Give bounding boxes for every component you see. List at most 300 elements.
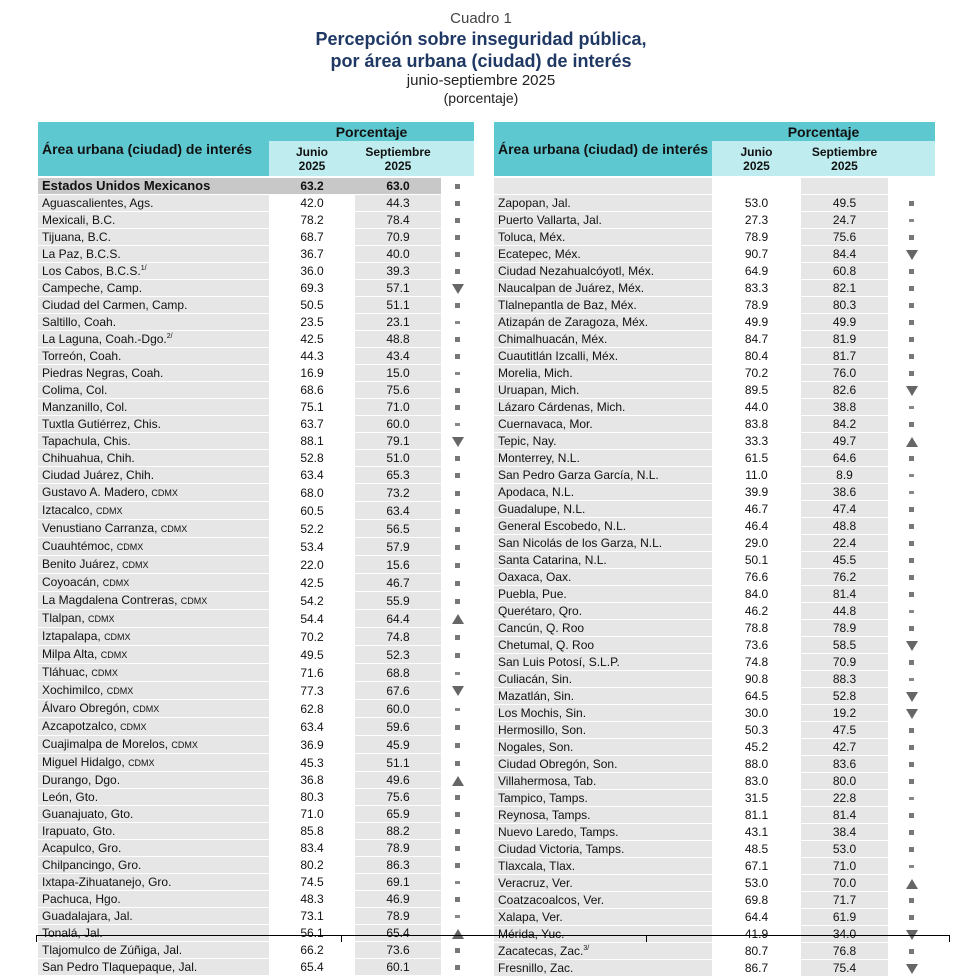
june-value: 52.8 — [269, 450, 355, 467]
percentage-header: Porcentaje — [269, 122, 474, 141]
june-value: 36.8 — [269, 772, 355, 789]
table-row — [494, 535, 935, 552]
no-change-square-icon — [909, 507, 914, 512]
june-value: 53.0 — [712, 875, 801, 892]
september-value: 58.5 — [801, 637, 888, 654]
table-row — [38, 433, 474, 450]
area-name: Tampico, Tamps. — [498, 791, 588, 805]
area-column-header: Área urbana (ciudad) de interés — [38, 122, 269, 176]
area-name-cell — [38, 195, 269, 212]
june-value: 36.0 — [269, 263, 355, 280]
table-row — [494, 892, 935, 909]
september-value: 38.6 — [801, 484, 888, 501]
no-change-square-icon — [455, 269, 460, 274]
september-value: 75.4 — [801, 960, 888, 977]
area-name-cell — [38, 538, 269, 556]
area-name: Mazatlán, Sin. — [498, 689, 575, 703]
area-name: Xochimilco, — [42, 683, 104, 697]
cdmx-tag: CDMX — [122, 560, 149, 570]
june-value: 46.4 — [712, 518, 801, 535]
area-name-cell — [494, 705, 712, 722]
no-change-dash-icon — [909, 491, 914, 494]
area-name: San Nicolás de los Garza, N.L. — [498, 536, 663, 550]
trend-cell — [888, 807, 935, 824]
area-name-cell — [494, 756, 712, 773]
june-value: 42.0 — [269, 195, 355, 212]
june-value: 68.0 — [269, 484, 355, 502]
september-value: 46.9 — [355, 891, 441, 908]
september-value: 79.1 — [355, 433, 441, 450]
trend-cell — [441, 682, 474, 700]
june-value: 62.8 — [269, 700, 355, 718]
trend-cell — [441, 212, 474, 229]
area-name-cell — [494, 314, 712, 331]
september-column-header: Septiembre 2025 — [355, 141, 441, 176]
area-name: Álvaro Obregón, — [42, 701, 130, 715]
trend-cell — [441, 195, 474, 212]
september-value: 43.4 — [355, 348, 441, 365]
increase-triangle-icon — [452, 776, 464, 786]
no-change-dash-icon — [909, 678, 914, 681]
table-row — [494, 501, 935, 518]
trend-cell — [888, 484, 935, 501]
area-name-cell — [38, 382, 269, 399]
area-name: Toluca, Méx. — [498, 230, 566, 244]
area-name-cell — [494, 671, 712, 688]
september-value: 60.0 — [355, 416, 441, 433]
table-row — [38, 556, 474, 574]
june-value: 63.4 — [269, 718, 355, 736]
cdmx-tag: CDMX — [100, 650, 128, 660]
september-value: 65.9 — [355, 806, 441, 823]
area-name: Zapopan, Jal. — [498, 196, 571, 210]
area-name: Cuernavaca, Mor. — [498, 417, 593, 431]
september-value: 84.2 — [801, 416, 888, 433]
trend-cell — [888, 501, 935, 518]
september-value: 49.5 — [801, 195, 888, 212]
no-change-square-icon — [455, 563, 460, 568]
trend-cell — [441, 331, 474, 348]
table-row — [38, 416, 474, 433]
trend-cell — [888, 263, 935, 280]
area-name-cell — [494, 399, 712, 416]
june-value: 80.4 — [712, 348, 801, 365]
area-name-cell — [38, 959, 269, 976]
june-value: 50.1 — [712, 552, 801, 569]
september-value: 82.6 — [801, 382, 888, 399]
trend-cell — [441, 610, 474, 628]
no-change-square-icon — [455, 743, 460, 748]
trend-cell — [888, 824, 935, 841]
area-name: Coyoacán, — [42, 575, 100, 589]
area-name-cell — [38, 891, 269, 908]
september-value: 44.8 — [801, 603, 888, 620]
june-value: 80.3 — [269, 789, 355, 806]
trend-cell — [888, 365, 935, 382]
september-value: 15.0 — [355, 365, 441, 382]
area-name: Villahermosa, Tab. — [498, 774, 597, 788]
june-value: 69.8 — [712, 892, 801, 909]
table-row — [38, 700, 474, 718]
september-value: 73.6 — [355, 942, 441, 959]
table-row — [38, 280, 474, 297]
trend-cell — [441, 348, 474, 365]
september-value: 71.0 — [801, 858, 888, 875]
september-value: 63.0 — [355, 178, 441, 195]
june-value: 63.4 — [269, 467, 355, 484]
september-value: 49.9 — [801, 314, 888, 331]
table-row — [494, 484, 935, 501]
june-value: 89.5 — [712, 382, 801, 399]
decrease-triangle-icon — [906, 709, 918, 719]
june-value: 78.9 — [712, 297, 801, 314]
june-value: 49.9 — [712, 314, 801, 331]
trend-cell — [888, 586, 935, 603]
area-name: Tonalá, Jal. — [42, 926, 103, 940]
table-row — [494, 739, 935, 756]
area-name-cell — [494, 450, 712, 467]
area-name: Chimalhuacán, Méx. — [498, 332, 608, 346]
september-value: 78.9 — [355, 908, 441, 925]
area-name: Tuxtla Gutiérrez, Chis. — [42, 417, 161, 431]
june-value: 52.2 — [269, 520, 355, 538]
trend-cell — [888, 875, 935, 892]
area-name: Guadalajara, Jal. — [42, 909, 133, 923]
table-row — [494, 314, 935, 331]
september-value: 75.6 — [801, 229, 888, 246]
table-row — [38, 538, 474, 556]
june-value: 83.4 — [269, 840, 355, 857]
trend-cell — [441, 857, 474, 874]
table-row — [38, 520, 474, 538]
no-change-square-icon — [909, 524, 914, 529]
right-data-table — [494, 122, 935, 977]
september-value: 73.2 — [355, 484, 441, 502]
june-value: 74.5 — [269, 874, 355, 891]
june-value: 74.8 — [712, 654, 801, 671]
trend-cell — [888, 671, 935, 688]
trend-cell — [888, 229, 935, 246]
trend-cell — [888, 280, 935, 297]
september-value: 84.4 — [801, 246, 888, 263]
table-row — [38, 840, 474, 857]
september-value: 39.3 — [355, 263, 441, 280]
no-change-square-icon — [455, 527, 460, 532]
september-value: 56.5 — [355, 520, 441, 538]
trend-cell — [888, 790, 935, 807]
trend-cell — [441, 297, 474, 314]
area-name: Ciudad del Carmen, Camp. — [42, 298, 188, 312]
june-value: 49.5 — [269, 646, 355, 664]
june-value: 67.1 — [712, 858, 801, 875]
no-change-square-icon — [909, 898, 914, 903]
trend-cell — [441, 646, 474, 664]
no-change-square-icon — [909, 269, 914, 274]
area-name-cell — [38, 754, 269, 772]
area-name-cell — [38, 874, 269, 891]
june-value: 83.8 — [712, 416, 801, 433]
trend-cell — [888, 841, 935, 858]
september-value: 63.4 — [355, 502, 441, 520]
trend-cell — [441, 538, 474, 556]
june-value: 63.7 — [269, 416, 355, 433]
trend-cell — [441, 467, 474, 484]
september-value: 45.9 — [355, 736, 441, 754]
decrease-triangle-icon — [452, 284, 464, 294]
area-name-cell — [38, 772, 269, 789]
table-row — [494, 688, 935, 705]
area-name-cell — [494, 603, 712, 620]
trend-cell — [888, 688, 935, 705]
area-name-cell — [38, 280, 269, 297]
june-value: 73.1 — [269, 908, 355, 925]
june-value: 42.5 — [269, 574, 355, 592]
area-name: León, Gto. — [42, 790, 99, 804]
table-row — [494, 178, 935, 195]
september-value: 52.8 — [801, 688, 888, 705]
june-value: 50.5 — [269, 297, 355, 314]
area-name: La Laguna, Coah.-Dgo. — [42, 332, 167, 346]
table-row — [494, 280, 935, 297]
trend-cell — [888, 246, 935, 263]
no-change-square-icon — [455, 965, 460, 970]
table-row — [494, 348, 935, 365]
table-row — [494, 637, 935, 654]
area-name: Venustiano Carranza, — [42, 521, 158, 535]
cdmx-tag: CDMX — [88, 614, 115, 624]
trend-cell — [888, 654, 935, 671]
area-name-cell — [38, 646, 269, 664]
table-row — [38, 610, 474, 628]
september-value: 42.7 — [801, 739, 888, 756]
area-name-cell — [494, 892, 712, 909]
area-name-cell — [494, 858, 712, 875]
footnote-mark: 3/ — [583, 945, 590, 952]
trend-cell — [888, 569, 935, 586]
table-row — [38, 942, 474, 959]
table-number: Cuadro 1 — [450, 10, 512, 27]
area-name: Gustavo A. Madero, — [42, 485, 149, 499]
june-value: 68.7 — [269, 229, 355, 246]
area-name: Zacatecas, Zac. — [498, 944, 584, 958]
table-row — [38, 664, 474, 682]
september-value: 47.5 — [801, 722, 888, 739]
table-row — [494, 297, 935, 314]
area-name: San Pedro Tlaquepaque, Jal. — [42, 960, 198, 974]
no-change-square-icon — [909, 303, 914, 308]
table-row — [494, 824, 935, 841]
trend-cell — [888, 467, 935, 484]
june-value: 42.5 — [269, 331, 355, 348]
area-name-cell — [38, 736, 269, 754]
trend-cell — [888, 756, 935, 773]
area-name-cell — [38, 212, 269, 229]
area-name: Culiacán, Sin. — [498, 672, 573, 686]
area-name: Nogales, Son. — [498, 740, 574, 754]
september-value: 88.3 — [801, 671, 888, 688]
table-row — [494, 365, 935, 382]
june-value: 36.9 — [269, 736, 355, 754]
no-change-dash-icon — [455, 321, 460, 324]
area-name-cell — [494, 195, 712, 212]
september-value: 64.4 — [355, 610, 441, 628]
june-value: 22.0 — [269, 556, 355, 574]
area-name-cell — [494, 331, 712, 348]
area-name-cell — [38, 556, 269, 574]
trend-cell — [441, 314, 474, 331]
no-change-square-icon — [455, 235, 460, 240]
area-name-cell — [494, 229, 712, 246]
september-value: 8.9 — [801, 467, 888, 484]
trend-cell — [441, 891, 474, 908]
no-change-square-icon — [455, 599, 460, 604]
area-name-cell — [494, 433, 712, 450]
area-name: Iztacalco, — [42, 503, 93, 517]
table-row — [494, 467, 935, 484]
cdmx-tag: CDMX — [104, 632, 131, 642]
june-value: 48.3 — [269, 891, 355, 908]
area-name: Tlaxcala, Tlax. — [498, 859, 576, 873]
area-name-cell — [494, 212, 712, 229]
september-value: 53.0 — [801, 841, 888, 858]
no-change-square-icon — [909, 830, 914, 835]
area-name-cell — [494, 841, 712, 858]
table-row — [494, 212, 935, 229]
june-value: 84.7 — [712, 331, 801, 348]
trend-cell — [441, 229, 474, 246]
no-change-square-icon — [909, 320, 914, 325]
area-name: Ciudad Nezahualcóyotl, Méx. — [498, 264, 655, 278]
table-row — [38, 628, 474, 646]
no-change-square-icon — [455, 337, 460, 342]
area-name-cell — [494, 569, 712, 586]
area-name: Tlalpan, — [42, 611, 85, 625]
trend-cell — [441, 840, 474, 857]
no-change-square-icon — [455, 653, 460, 658]
area-name: Santa Catarina, N.L. — [498, 553, 607, 567]
area-name: Tepic, Nay. — [498, 434, 557, 448]
trend-cell — [441, 399, 474, 416]
no-change-dash-icon — [455, 881, 460, 884]
table-row — [494, 722, 935, 739]
trend-cell — [441, 736, 474, 754]
table-row — [494, 331, 935, 348]
table-row — [38, 450, 474, 467]
no-change-square-icon — [909, 541, 914, 546]
june-value: 63.2 — [269, 178, 355, 195]
area-name: Saltillo, Coah. — [42, 315, 117, 329]
area-name: Colima, Col. — [42, 383, 108, 397]
june-value: 78.8 — [712, 620, 801, 637]
area-name-cell — [494, 875, 712, 892]
september-value: 60.0 — [355, 700, 441, 718]
area-name: Acapulco, Gro. — [42, 841, 122, 855]
area-name-cell — [38, 331, 269, 348]
area-name-cell — [38, 484, 269, 502]
june-value: 68.6 — [269, 382, 355, 399]
trend-cell — [888, 416, 935, 433]
area-name-cell — [494, 807, 712, 824]
june-value: 70.2 — [712, 365, 801, 382]
june-value: 73.6 — [712, 637, 801, 654]
no-change-dash-icon — [455, 708, 460, 711]
no-change-square-icon — [909, 949, 914, 954]
area-name-cell — [494, 535, 712, 552]
area-name: Tláhuac, — [42, 665, 89, 679]
no-change-dash-icon — [455, 915, 460, 918]
trend-cell — [441, 772, 474, 789]
september-value — [801, 178, 888, 195]
left-table-body — [38, 178, 474, 976]
no-change-dash-icon — [909, 474, 914, 477]
table-row — [494, 841, 935, 858]
area-name: Miguel Hidalgo, — [42, 755, 125, 769]
trend-cell — [888, 858, 935, 875]
no-change-dash-icon — [455, 372, 460, 375]
table-row — [494, 773, 935, 790]
footnote-mark: 2/ — [166, 333, 173, 340]
june-value: 84.0 — [712, 586, 801, 603]
june-value: 65.4 — [269, 959, 355, 976]
area-name: Iztapalapa, — [42, 629, 101, 643]
june-value: 71.0 — [269, 806, 355, 823]
area-name: Reynosa, Tamps. — [498, 808, 591, 822]
area-name-cell — [38, 610, 269, 628]
area-name-cell — [494, 620, 712, 637]
june-value: 11.0 — [712, 467, 801, 484]
area-name-cell — [494, 484, 712, 501]
no-change-square-icon — [455, 303, 460, 308]
september-value: 75.6 — [355, 789, 441, 806]
cdmx-tag: CDMX — [116, 542, 144, 552]
area-name-cell — [494, 467, 712, 484]
september-value: 78.4 — [355, 212, 441, 229]
september-value: 45.5 — [801, 552, 888, 569]
table-row — [38, 195, 474, 212]
trend-cell — [441, 520, 474, 538]
area-name: Ixtapa-Zihuatanejo, Gro. — [42, 875, 172, 889]
area-name-cell — [494, 263, 712, 280]
trend-cell — [888, 331, 935, 348]
june-value: 78.2 — [269, 212, 355, 229]
trend-cell — [441, 178, 474, 195]
trend-cell — [888, 314, 935, 331]
june-value: 83.0 — [712, 773, 801, 790]
trend-cell — [441, 823, 474, 840]
september-value: 51.1 — [355, 754, 441, 772]
area-name: Campeche, Camp. — [42, 281, 143, 295]
area-name: Puerto Vallarta, Jal. — [498, 213, 602, 227]
area-name: Milpa Alta, — [42, 647, 98, 661]
trend-cell — [888, 620, 935, 637]
area-name: Pachuca, Hgo. — [42, 892, 121, 906]
june-value: 44.0 — [712, 399, 801, 416]
september-value: 61.9 — [801, 909, 888, 926]
area-name: Puebla, Pue. — [498, 587, 567, 601]
area-name-cell — [38, 682, 269, 700]
table-row — [494, 195, 935, 212]
decrease-triangle-icon — [906, 386, 918, 396]
trend-cell — [888, 535, 935, 552]
cdmx-tag: CDMX — [91, 668, 118, 678]
decrease-triangle-icon — [452, 437, 464, 447]
june-value — [712, 178, 801, 195]
area-name-cell — [38, 365, 269, 382]
trend-cell — [888, 348, 935, 365]
area-name-cell — [494, 280, 712, 297]
area-name: Mérida, Yuc. — [498, 927, 565, 941]
trend-cell — [888, 722, 935, 739]
